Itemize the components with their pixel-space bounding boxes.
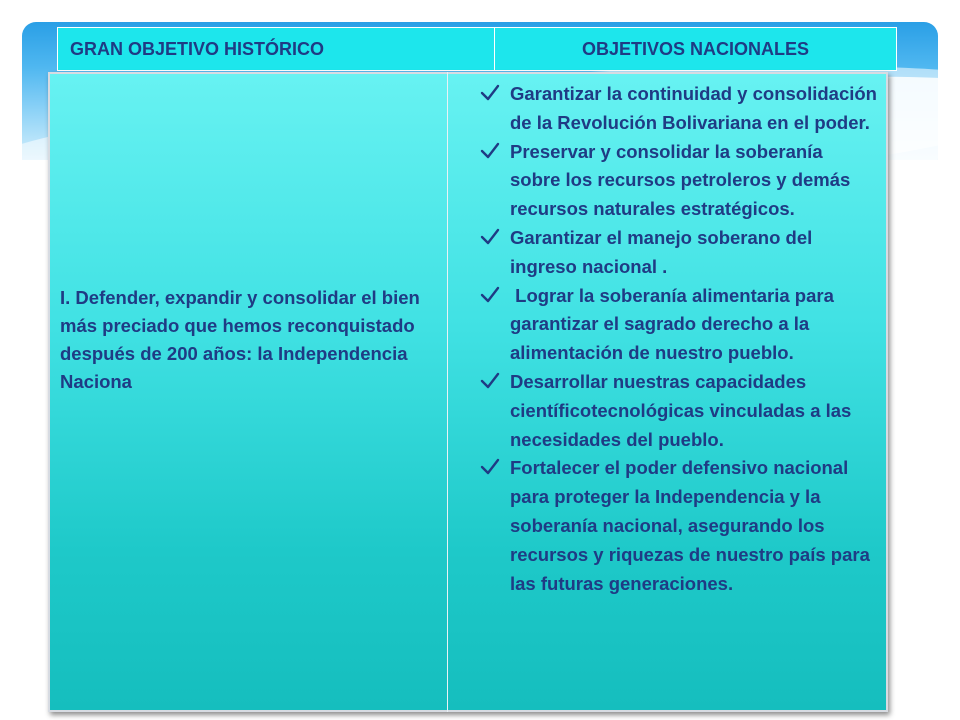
list-item <box>480 224 878 282</box>
list-item <box>480 282 878 368</box>
objective-text: Garantizar la continuidad y consolidación de la Revolución Bolivariana en el poder. <box>510 83 877 133</box>
list-item <box>480 138 878 224</box>
checkmark-icon <box>480 282 510 314</box>
column-divider <box>447 72 448 712</box>
header-historic-objective: GRAN OBJETIVO HISTÓRICO <box>58 28 495 70</box>
list-item <box>480 80 878 138</box>
checkmark-icon <box>480 80 510 112</box>
list-item <box>480 368 878 454</box>
checkmark-icon <box>480 454 510 486</box>
objective-text: Desarrollar nuestras capacidades científicotecnológicas vinculadas a las necesidades del pueblo. <box>510 370 852 450</box>
objective-text: Lograr la soberanía alimentaria para garantizar el sagrado derecho a la alimentación de nuestro pueblo. <box>510 284 840 364</box>
historic-objective-text: I. Defender, expandir y consolidar el bien más preciado que hemos reconquistado después de 200 años: la Independencia Naciona <box>60 287 420 392</box>
checkmark-icon <box>480 224 510 256</box>
objective-text: Preservar y consolidar la soberanía sobre los recursos petroleros y demás recursos naturales estratégicos. <box>510 140 851 220</box>
table-header-row <box>57 27 897 71</box>
checkmark-icon <box>480 368 510 400</box>
objective-text: Fortalecer el poder defensivo nacional para proteger la Independencia y la soberanía nacional, asegurando los recursos y riquezas de nuestro país para las futuras generaciones. <box>510 457 870 594</box>
national-objectives-list <box>480 80 878 598</box>
header-national-objectives: OBJETIVOS NACIONALES <box>581 38 810 59</box>
list-item <box>480 454 878 598</box>
objective-text: Garantizar el manejo soberano del ingreso nacional . <box>510 226 813 277</box>
checkmark-icon <box>480 138 510 170</box>
